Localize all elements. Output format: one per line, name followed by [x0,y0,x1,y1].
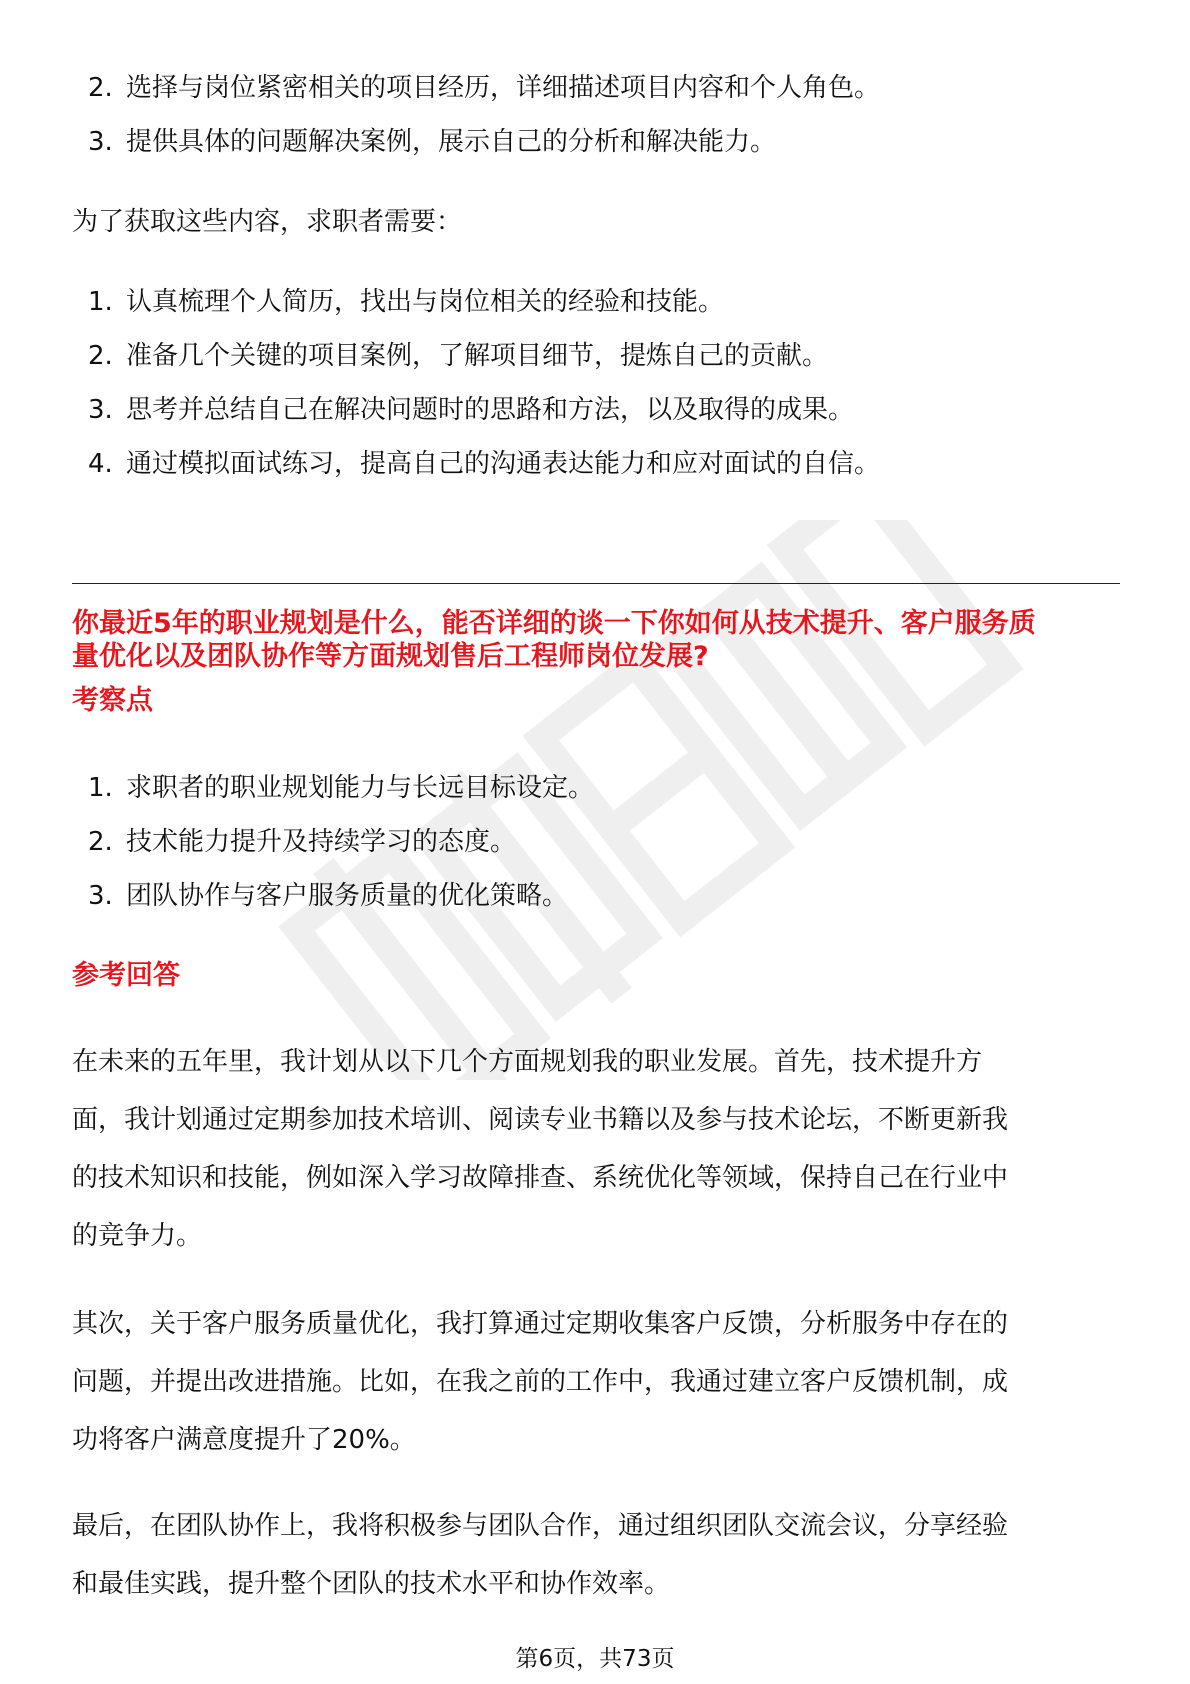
intro-paragraph: 为了获取这些内容，求职者需要： [72,207,463,237]
answer-paragraph-2 [72,1295,1122,1469]
answer-line: 和最佳实践，提升整个团队的技术水平和协作效率。 [72,1569,671,1599]
list-item [88,824,516,860]
list-text: 求职者的职业规划能力与长远目标设定。 [126,773,595,803]
list-item [88,770,594,806]
list-number: 2. [88,73,113,103]
list-item [88,70,880,106]
question-line: 量优化以及团队协作等方面规划售后工程师岗位发展? [72,641,709,672]
answer-paragraph-1 [72,1033,1122,1265]
list-text: 准备几个关键的项目案例，了解项目细节，提炼自己的贡献。 [126,341,829,371]
list-item [88,878,568,914]
list-text: 选择与岗位紧密相关的项目经历，详细描述项目内容和个人角色。 [126,73,881,103]
list-number: 2. [88,827,113,857]
list-number: 1. [88,287,113,317]
list-item [88,392,854,428]
list-item [88,124,776,160]
list-number: 3. [88,127,113,157]
answer-line: 功将客户满意度提升了20%。 [72,1425,416,1455]
answer-line: 问题，并提出改进措施。比如，在我之前的工作中，我通过建立客户反馈机制，成 [72,1367,1009,1397]
list-text: 认真梳理个人简历，找出与岗位相关的经验和技能。 [126,287,725,317]
answer-paragraph-3 [72,1497,1122,1613]
answer-heading: 参考回答 [72,960,180,991]
page-number: 第6页，共73页 [515,1646,675,1672]
list-number: 3. [88,395,113,425]
list-item [88,284,724,320]
list-number: 1. [88,773,113,803]
list-number: 3. [88,881,113,911]
list-text: 思考并总结自己在解决问题时的思路和方法，以及取得的成果。 [126,395,855,425]
answer-line: 其次，关于客户服务质量优化，我打算通过定期收集客户反馈，分析服务中存在的 [72,1309,1009,1339]
answer-line: 在未来的五年里，我计划从以下几个方面规划我的职业发展。首先，技术提升方 [72,1047,983,1077]
list-number: 4. [88,449,113,479]
list-number: 2. [88,341,113,371]
list-text: 团队协作与客户服务质量的优化策略。 [126,881,569,911]
answer-line: 最后，在团队协作上，我将积极参与团队合作，通过组织团队交流会议，分享经验 [72,1511,1009,1541]
answer-line: 的竞争力。 [72,1221,203,1251]
list-text: 通过模拟面试练习，提高自己的沟通表达能力和应对面试的自信。 [126,449,881,479]
question-line: 你最近5年的职业规划是什么，能否详细的谈一下你如何从技术提升、客户服务质 [72,608,1036,639]
answer-line: 面，我计划通过定期参加技术培训、阅读专业书籍以及参与技术论坛，不断更新我 [72,1105,1009,1135]
list-text: 提供具体的问题解决案例，展示自己的分析和解决能力。 [126,127,777,157]
list-item [88,446,880,482]
answer-line: 的技术知识和技能，例如深入学习故障排查、系统优化等领域，保持自己在行业中 [72,1163,1009,1193]
focus-heading: 考察点 [72,685,153,716]
question-heading [72,607,1132,673]
list-item [88,338,828,374]
section-divider [72,583,1120,584]
list-text: 技术能力提升及持续学习的态度。 [126,827,517,857]
